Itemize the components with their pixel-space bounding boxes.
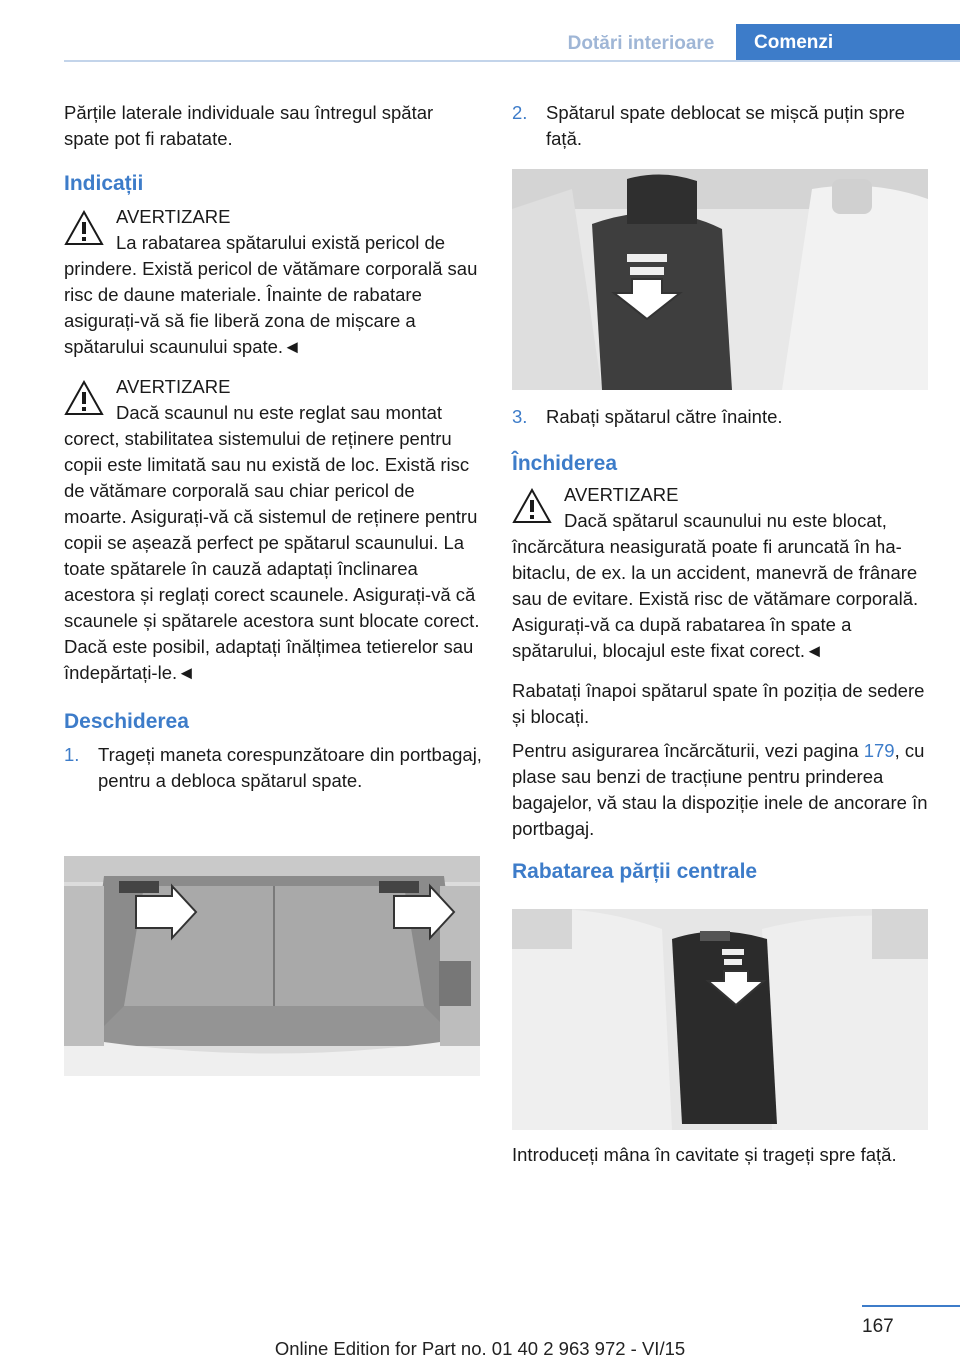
warning-box-1	[64, 204, 482, 360]
cargo-text-start: Pentru asigurarea încărcăturii, vezi pagina	[512, 740, 864, 761]
cargo-text-end: , cu plase sau benzi de tracțiune pentru prinderea bagajelor, vă stau la dispoziție inele de ancorare în portbagaj.	[512, 740, 928, 839]
seat-back-photo	[512, 169, 928, 390]
step-text: Spătarul spate deblocat se mișcă puțin spre față.	[546, 102, 905, 149]
section-tab[interactable]: Dotări interioare	[567, 33, 715, 54]
reset-seat-text: Rabatați înapoi spătarul spate în poziția de sedere și blocați.	[512, 680, 925, 727]
step-text: Trageți maneta corespunzătoare din portbagaj, pentru a debloca spătarul spate.	[98, 744, 482, 791]
step-number: 1.	[64, 744, 80, 765]
chapter-tab[interactable]: Comenzi	[736, 24, 960, 62]
right-column	[512, 100, 930, 152]
warning-triangle-icon	[64, 380, 104, 416]
step-text: Rabați spătarul către înainte.	[546, 406, 783, 427]
warning-box-3	[512, 482, 930, 664]
trunk-photo	[64, 856, 480, 1076]
cargo-securing-text	[512, 738, 930, 842]
warning-title: AVERTIZARE	[116, 376, 231, 397]
right-column-lower	[512, 404, 930, 886]
pull-instruction-text: Introduceți mâna în cavitate și trageți spre față.	[512, 1144, 897, 1165]
page-number: 167	[862, 1316, 894, 1337]
warning-title: AVERTIZARE	[564, 484, 679, 505]
right-column-bottom	[512, 1142, 930, 1168]
heading-deschiderea: Deschiderea	[64, 710, 189, 733]
footer-rule	[862, 1305, 960, 1307]
warning-title: AVERTIZARE	[116, 206, 231, 227]
center-section-photo	[512, 909, 928, 1130]
step-3	[512, 404, 930, 430]
heading-indicatii: Indicații	[64, 172, 144, 195]
header-rule	[64, 60, 960, 62]
warning-triangle-icon	[64, 210, 104, 246]
step-number: 3.	[512, 406, 528, 427]
warning-text: corect, stabilitatea sistemului de reținere pentru copii este limitată sau nu există de loc. Există risc de vătămare corporală sau chiar pericol de moarte. Asigurați-vă că sistemul de reținere pentru copii se așează perfect pe spătarul scaunului. La toate spătarele în cauză adaptați înclinarea acestora și reglați corect scaunele. Asigurați-vă că scaunele și spătarele acestora sunt blocate corect. Dacă este posibil, adaptați înălțimea tetierelor sau îndepărtați-le.◄	[64, 428, 480, 683]
edition-text: Online Edition for Part no. 01 40 2 963 972 - VI/15	[274, 1338, 686, 1359]
warning-text: prindere. Există pericol de vătămare corporală sau risc de daune materiale. Înainte de rabatare asigurați-vă să fie liberă zona de mișcare a spătarului scaunului spate.◄	[64, 258, 478, 357]
step-2	[512, 100, 930, 152]
warning-lead: Dacă scaunul nu este reglat sau montat	[116, 402, 442, 423]
warning-lead: La rabatarea spătarului există pericol de	[116, 232, 446, 253]
warning-lead: Dacă spătarul scaunului nu este blocat,	[564, 510, 887, 531]
page-link-179[interactable]: 179	[863, 740, 895, 761]
warning-text: încărcătura neasigurată poate fi aruncată în habitaclu, de ex. la un accident, manevră de frânare sau de evitare. Există risc de vătămare corporală. Asigurați-vă ca după rabatarea în spate a spătarului, blocajul este fixat corect.◄	[512, 536, 919, 661]
warning-triangle-icon	[512, 488, 552, 524]
step-number: 2.	[512, 102, 528, 123]
heading-inchiderea: Închiderea	[512, 452, 618, 475]
step-1	[64, 742, 482, 794]
intro-text: Părțile laterale individuale sau întregul spătar spate pot fi rabatate.	[64, 102, 434, 149]
heading-rabatarea-centrale: Rabatarea părții centrale	[512, 860, 758, 883]
left-column	[64, 100, 482, 794]
warning-box-2	[64, 374, 482, 686]
